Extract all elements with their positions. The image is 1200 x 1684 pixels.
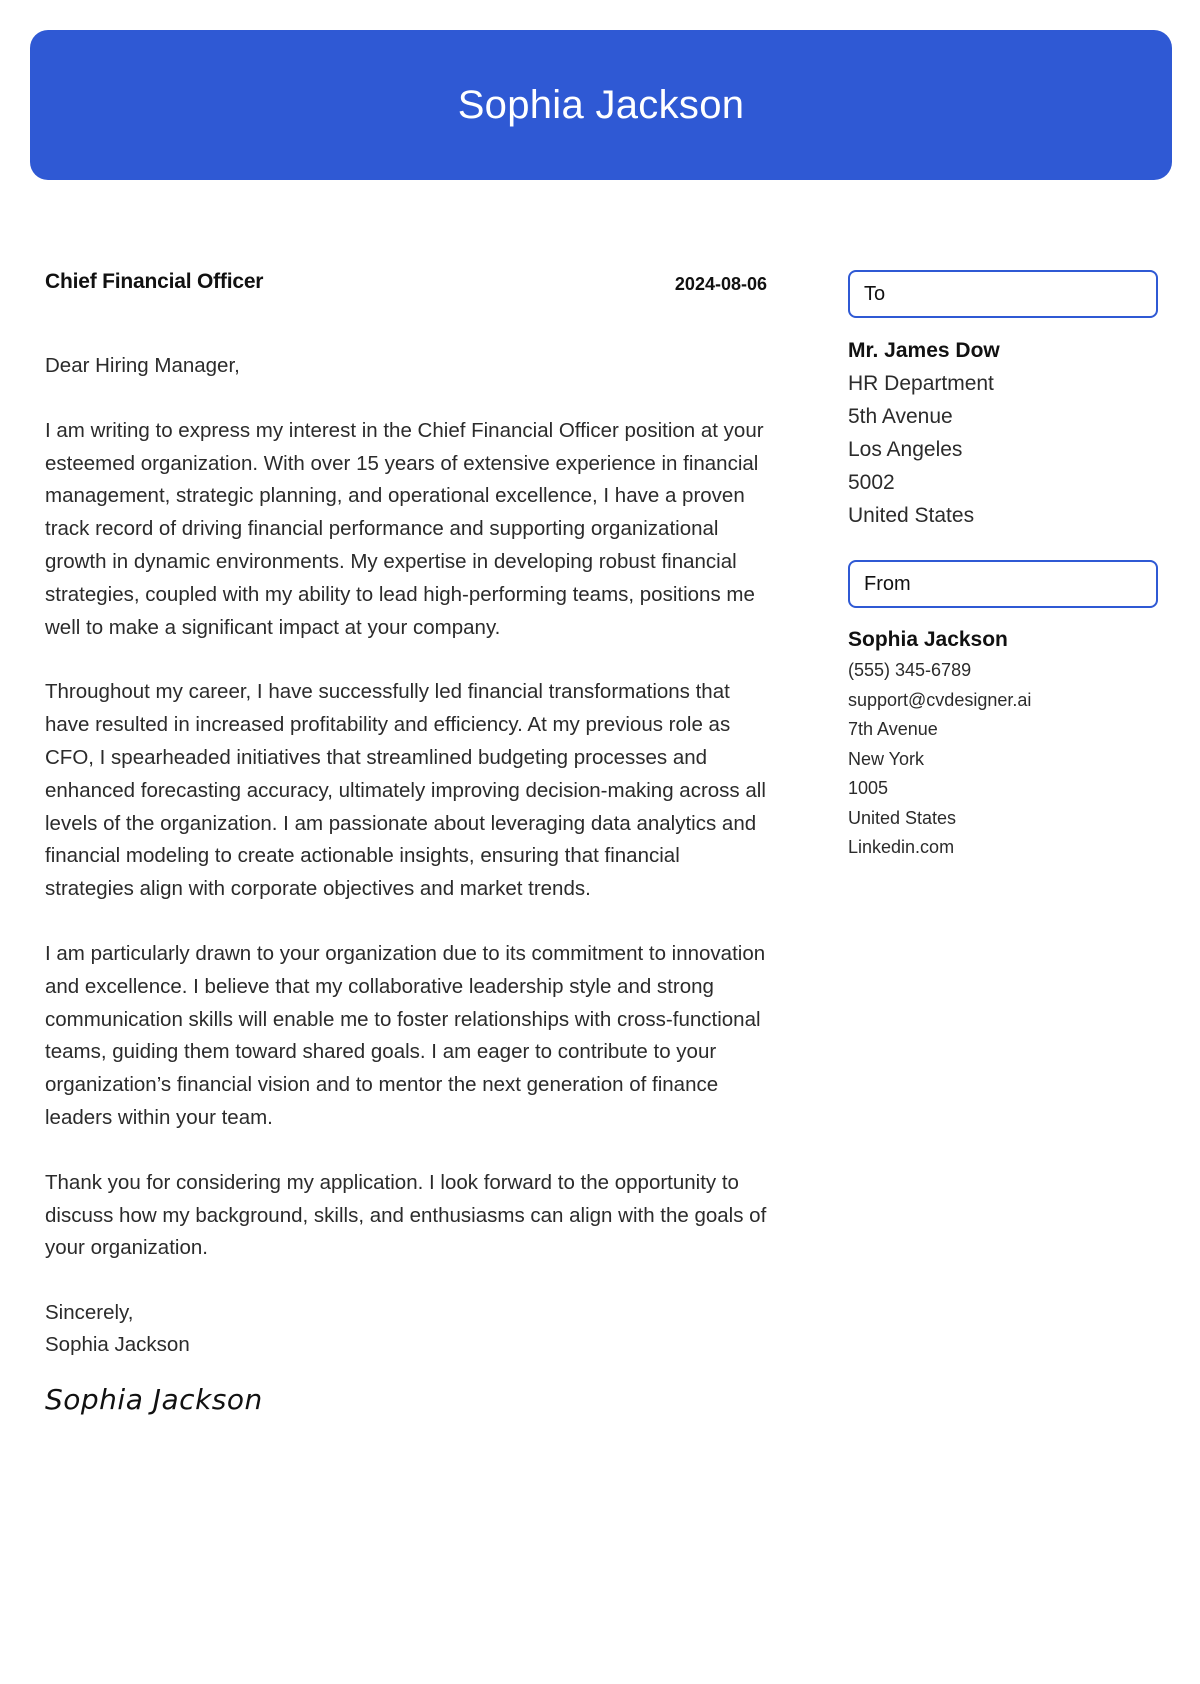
address-sidebar	[848, 270, 1158, 863]
closing-name: Sophia Jackson	[45, 1333, 190, 1357]
sender-country: United States	[848, 807, 957, 828]
sender-name: Sophia Jackson	[848, 628, 1008, 651]
from-label: From	[864, 572, 911, 595]
sender-phone: (555) 345-6789	[848, 660, 972, 680]
closing-block	[45, 1297, 767, 1361]
recipient-postal-code: 5002	[848, 471, 895, 494]
recipient-name: Mr. James Dow	[848, 339, 1000, 362]
to-label: To	[864, 282, 886, 305]
body-paragraph-3: I am particularly drawn to your organization due to its commitment to innovation and excellence. I believe that my collaborative leadership style and strong communication skills will enable me to foster relationships with cross-functional teams, guiding them toward shared goals. I am eager to contribute to your organization’s financial vision and to mentor the next generation of finance leaders within your team.	[45, 941, 766, 1129]
recipient-country: United States	[848, 504, 975, 527]
to-label-box	[848, 270, 1158, 318]
recipient-city: Los Angeles	[848, 438, 963, 461]
sender-street: 7th Avenue	[848, 719, 938, 739]
letter-body	[45, 350, 767, 1265]
applicant-name-heading: Sophia Jackson	[457, 82, 745, 127]
body-paragraph-4: Thank you for considering my application. I look forward to the opportunity to discuss how my background, skills, and enthusiasms can align with the goals of your organization.	[45, 1170, 767, 1260]
letter-title-row	[45, 270, 767, 310]
signature: Sophia Jackson	[45, 1383, 263, 1417]
salutation: Dear Hiring Manager,	[45, 354, 240, 377]
sender-city: New York	[848, 748, 925, 769]
letter-main	[45, 270, 767, 1416]
job-title: Chief Financial Officer	[45, 270, 264, 293]
from-label-box	[848, 560, 1158, 608]
sender-email: support@cvdesigner.ai	[848, 689, 1032, 710]
sender-postal-code: 1005	[848, 778, 889, 798]
sender-website: Linkedin.com	[848, 837, 955, 857]
body-paragraph-2: Throughout my career, I have successfully led financial transformations that have resulted in increased profitability and efficiency. At my previous role as CFO, I spearheaded initiatives that streamlined budgeting processes and enhanced forecasting accuracy, ultimately improving decision-making across all levels of the organization. I am passionate about leveraging data analytics and financial modeling to create actionable insights, ensuring that financial strategies align with corporate objectives and market trends.	[45, 680, 766, 901]
sender-address	[848, 624, 1158, 863]
recipient-department: HR Department	[848, 372, 994, 395]
recipient-address	[848, 334, 1158, 532]
header-banner	[30, 30, 1172, 180]
body-paragraph-1: I am writing to express my interest in the Chief Financial Officer position at your esteemed organization. With over 15 years of extensive experience in financial management, strategic planning, and operational excellence, I have a proven track record of driving financial performance and supporting organizational growth in dynamic environments. My expertise in developing robust financial strategies, coupled with my ability to lead high-performing teams, positions me well to make a significant impact at your company.	[45, 418, 764, 639]
letter-date: 2024-08-06	[674, 274, 767, 294]
closing-phrase: Sincerely,	[45, 1301, 134, 1325]
recipient-street: 5th Avenue	[848, 405, 953, 428]
